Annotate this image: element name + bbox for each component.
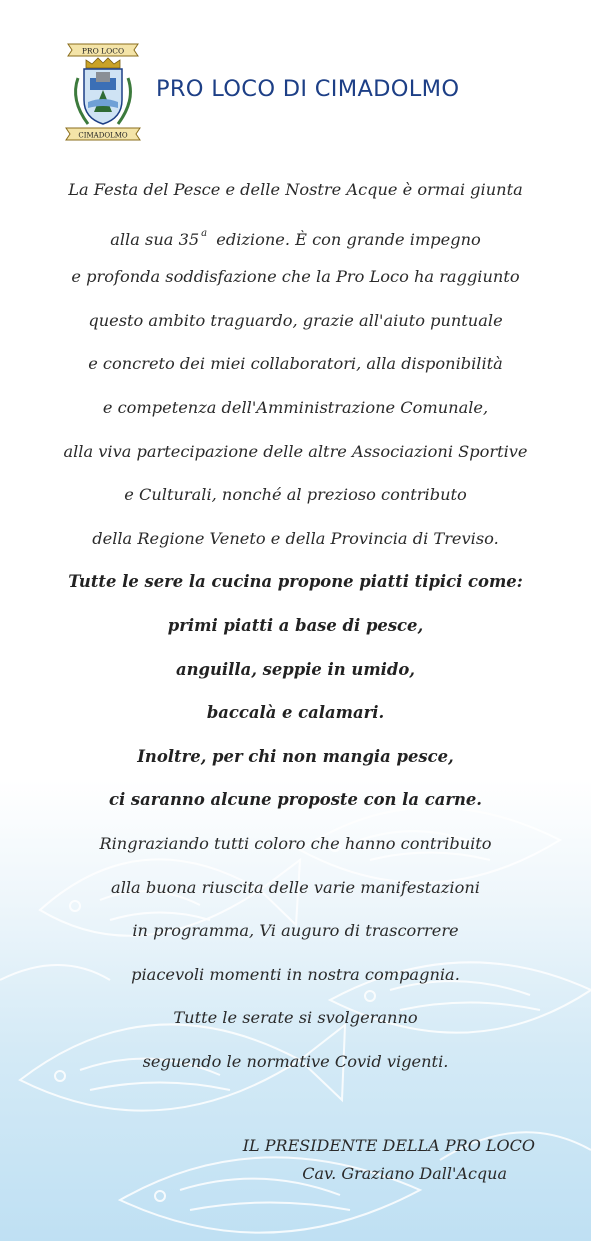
closing-line: Ringraziando tutti coloro che hanno contribuito — [99, 833, 492, 853]
edition-text-after: edizione. È con grande impegno — [211, 229, 481, 249]
letter-line: e concreto dei miei collaboratori, alla disponibilità — [88, 354, 503, 374]
menu-line: Tutte le sere la cucina propone piatti tipici come: — [68, 572, 523, 592]
letter-line: questo ambito traguardo, grazie all'aiuto puntuale — [88, 310, 503, 330]
coat-of-arms-logo — [62, 38, 144, 146]
letter-line: e Culturali, nonché al prezioso contributo — [124, 485, 467, 505]
menu-line: baccalà e calamari. — [206, 703, 385, 723]
letter-line-edition — [0, 212, 591, 256]
edition-text-before: alla sua 35 — [110, 229, 200, 249]
organization-title: PRO LOCO DI CIMADOLMO — [156, 76, 460, 102]
letter-body — [0, 168, 591, 1083]
closing-line: Tutte le serate si svolgeranno — [173, 1008, 418, 1028]
closing-line: piacevoli momenti in nostra compagnia. — [131, 964, 460, 984]
letter-line: e competenza dell'Amministrazione Comunale, — [102, 397, 489, 417]
letter-line: della Regione Veneto e della Provincia di Treviso. — [92, 528, 499, 548]
closing-line: in programma, Vi auguro di trascorrere — [132, 921, 459, 941]
menu-line: primi piatti a base di pesce, — [167, 615, 424, 635]
closing-line: seguendo le normative Covid vigenti. — [142, 1051, 449, 1071]
signature-name: Cav. Graziano Dall'Acqua — [302, 1164, 507, 1183]
letter-line: e profonda soddisfazione che la Pro Loco ha raggiunto — [71, 267, 520, 287]
letter-line: alla viva partecipazione delle altre Associazioni Sportive — [63, 441, 528, 461]
menu-line: Inoltre, per chi non mangia pesce, — [137, 746, 454, 766]
signature-role: IL PRESIDENTE DELLA PRO LOCO — [242, 1136, 535, 1155]
signature-block — [243, 1132, 535, 1188]
crest-top-ribbon-text: PRO LOCO — [81, 46, 125, 56]
crest-bottom-ribbon-text: CIMADOLMO — [78, 131, 128, 140]
letter-line: La Festa del Pesce e delle Nostre Acque è ormai giunta — [68, 180, 523, 199]
header — [62, 38, 562, 148]
closing-line: alla buona riuscita delle varie manifestazioni — [111, 877, 480, 897]
menu-line: anguilla, seppie in umido, — [175, 659, 415, 679]
edition-superscript: a — [201, 227, 208, 239]
menu-line: ci saranno alcune proposte con la carne. — [108, 790, 482, 810]
